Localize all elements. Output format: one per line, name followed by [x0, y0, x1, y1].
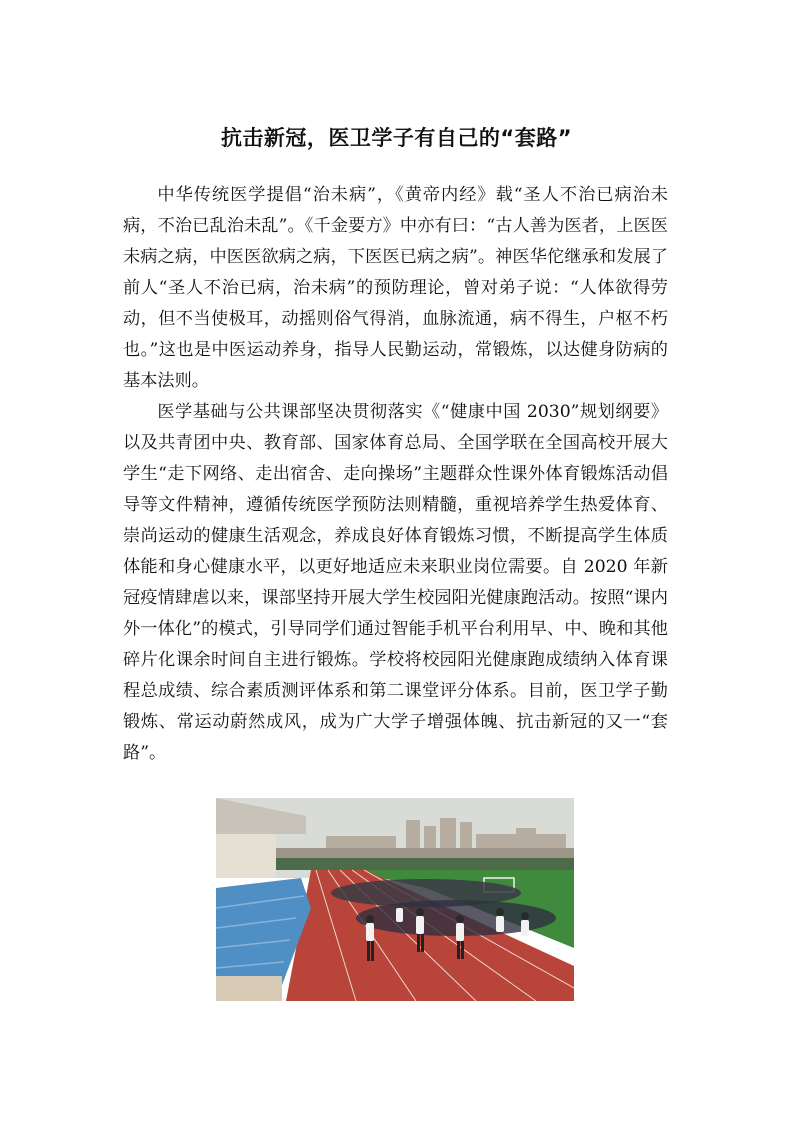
tree-line [276, 858, 574, 870]
stairs [216, 976, 282, 1001]
stand-building [216, 834, 276, 878]
article-body [123, 180, 668, 769]
paragraph-1: 中华传统医学提倡“治未病”，《黄帝内经》载“圣人不治已病治未病，不治已乱治未乱”。《千金要方》中亦有曰：“古人善为医者，上医医未病之病，中医医欲病之病，下医医已病之病”。神医华佗继承和发展了前人“圣人不治已病，治未病”的预防理论，曾对弟子说：“人体欲得劳动，但不当使极耳，动摇则俗气得消，血脉流通，病不得生，户枢不朽也。”这也是中医运动养身，指导人民勤运动，常锻炼，以达健身防病的基本法则。 [123, 185, 668, 391]
paragraph-2: 医学基础与公共课部坚决贯彻落实《“健康中国 2030”规划纲要》以及共青团中央、教育部、国家体育总局、全国学联在全国高校开展大学生“走下网络、走出宿舍、走向操场”主题群众性课外体育锻炼活动倡导等文件精神，遵循传统医学预防法则精髓，重视培养学生热爱体育、崇尚运动的健康生活观念，养成良好体育锻炼习惯，不断提高学生体质体能和身心健康水平，以更好地适应未来职业岗位需要。自 2020 年新冠疫情肆虐以来，课部坚持开展大学生校园阳光健康跑活动。按照“课内外一体化”的模式，引导同学们通过智能手机平台利用早、中、晚和其他碎片化课余时间自主进行锻炼。学校将校园阳光健康跑成绩纳入体育课程总成绩、综合素质测评体系和第二课堂评分体系。目前，医卫学子勤锻炼、常运动蔚然成风，成为广大学子增强体魄、抗击新冠的又一“套路”。 [123, 402, 668, 763]
photo-illustration [216, 798, 574, 1001]
running-track-photo [216, 798, 574, 1001]
article-title: 抗击新冠，医卫学子有自己的“套路” [220, 126, 573, 150]
